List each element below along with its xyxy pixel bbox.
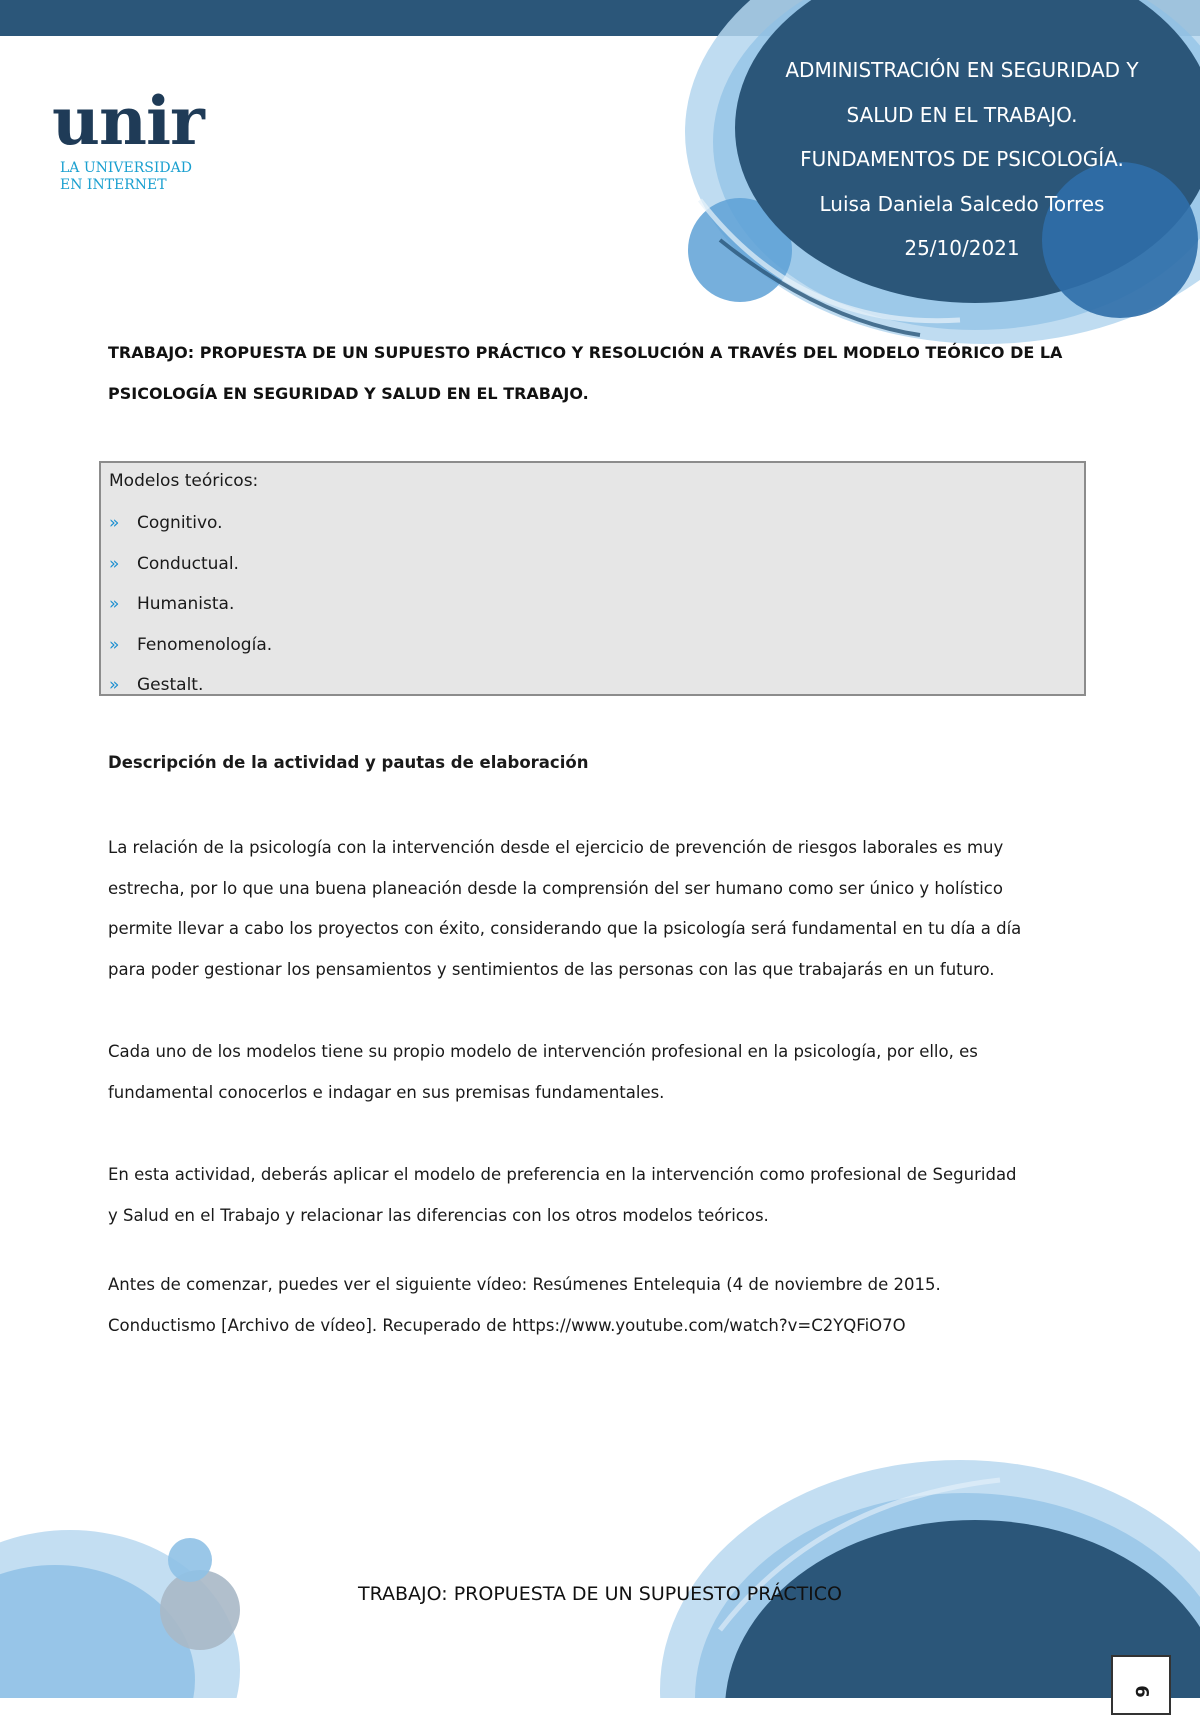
paragraph-line: estrecha, por lo que una buena planeación desde la comprensión del ser humano como ser único y holístico bbox=[108, 878, 1003, 898]
paragraph-line: para poder gestionar los pensamientos y sentimientos de las personas con las que trabajarás en un futuro. bbox=[108, 959, 995, 979]
paragraph-activity bbox=[108, 1155, 1108, 1236]
model-label: Conductual. bbox=[137, 553, 239, 574]
bullet-icon: » bbox=[109, 675, 120, 696]
bullet-icon: » bbox=[109, 553, 120, 574]
paragraph-models bbox=[108, 1032, 1108, 1113]
document-title bbox=[108, 332, 1108, 414]
list-item bbox=[101, 592, 272, 633]
subject-line: FUNDAMENTOS DE PSICOLOGÍA. bbox=[800, 147, 1124, 171]
paragraph-line: y Salud en el Trabajo y relacionar las diferencias con los otros modelos teóricos. bbox=[108, 1205, 769, 1225]
model-label: Cognitivo. bbox=[137, 513, 223, 533]
footer-decoration bbox=[0, 1380, 1200, 1698]
paragraph-intro bbox=[108, 828, 1108, 990]
models-list bbox=[101, 511, 272, 714]
paragraph-line: Conductismo [Archivo de vídeo]. Recuperado de https://www.youtube.com/watch?v=C2YQFiO7O bbox=[108, 1315, 906, 1335]
document-date: 25/10/2021 bbox=[904, 236, 1020, 260]
models-title: Modelos teóricos: bbox=[109, 471, 259, 491]
list-item bbox=[101, 673, 272, 714]
document-title-line-2: PSICOLOGÍA EN SEGURIDAD Y SALUD EN EL TRABAJO. bbox=[108, 384, 589, 403]
paragraph-line: Cada uno de los modelos tiene su propio modelo de intervención profesional en la psicología, por ello, es bbox=[108, 1042, 978, 1061]
document-title-line-1: TRABAJO: PROPUESTA DE UN SUPUESTO PRÁCTICO Y RESOLUCIÓN A TRAVÉS DEL MODELO TEÓRICO DE LA bbox=[108, 343, 1063, 362]
page-number-box bbox=[1111, 1655, 1171, 1715]
bullet-icon: » bbox=[109, 513, 120, 533]
model-label: Gestalt. bbox=[137, 675, 204, 696]
header-info bbox=[752, 48, 1172, 271]
model-label: Humanista. bbox=[137, 594, 235, 615]
list-item bbox=[101, 633, 272, 674]
model-label: Fenomenología. bbox=[137, 634, 273, 655]
bullet-icon: » bbox=[109, 594, 120, 615]
course-line-1: ADMINISTRACIÓN EN SEGURIDAD Y bbox=[785, 58, 1139, 82]
logo-tagline-1: LA UNIVERSIDAD bbox=[60, 160, 192, 176]
logo-wordmark: unir bbox=[52, 82, 204, 160]
list-item bbox=[101, 552, 272, 593]
models-box bbox=[99, 461, 1086, 696]
paragraph-line: fundamental conocerlos e indagar en sus premisas fundamentales. bbox=[108, 1082, 665, 1102]
bullet-icon: » bbox=[109, 634, 120, 655]
course-line-2: SALUD EN EL TRABAJO. bbox=[846, 102, 1078, 127]
page-number: 6 bbox=[1130, 1685, 1152, 1698]
paragraph-line: permite llevar a cabo los proyectos con éxito, considerando que la psicología será fundamental en tu día a día bbox=[108, 919, 1022, 939]
paragraph-line: Antes de comenzar, puedes ver el siguiente vídeo: Resúmenes Entelequia (4 de noviembre de 2015. bbox=[108, 1275, 941, 1294]
paragraph-line: La relación de la psicología con la intervención desde el ejercicio de prevención de riesgos laborales es muy bbox=[108, 838, 1004, 857]
list-item bbox=[101, 511, 272, 552]
paragraph-line: En esta actividad, deberás aplicar el modelo de preferencia en la intervención como profesional de Seguridad bbox=[108, 1165, 1017, 1184]
paragraph-video bbox=[108, 1265, 1108, 1346]
section-heading: Descripción de la actividad y pautas de elaboración bbox=[108, 753, 589, 772]
unir-logo bbox=[52, 82, 232, 196]
footer-title: TRABAJO: PROPUESTA DE UN SUPUESTO PRÁCTICO bbox=[357, 1583, 843, 1605]
author-name: Luisa Daniela Salcedo Torres bbox=[819, 191, 1105, 216]
logo-tagline-2: EN INTERNET bbox=[60, 177, 167, 193]
